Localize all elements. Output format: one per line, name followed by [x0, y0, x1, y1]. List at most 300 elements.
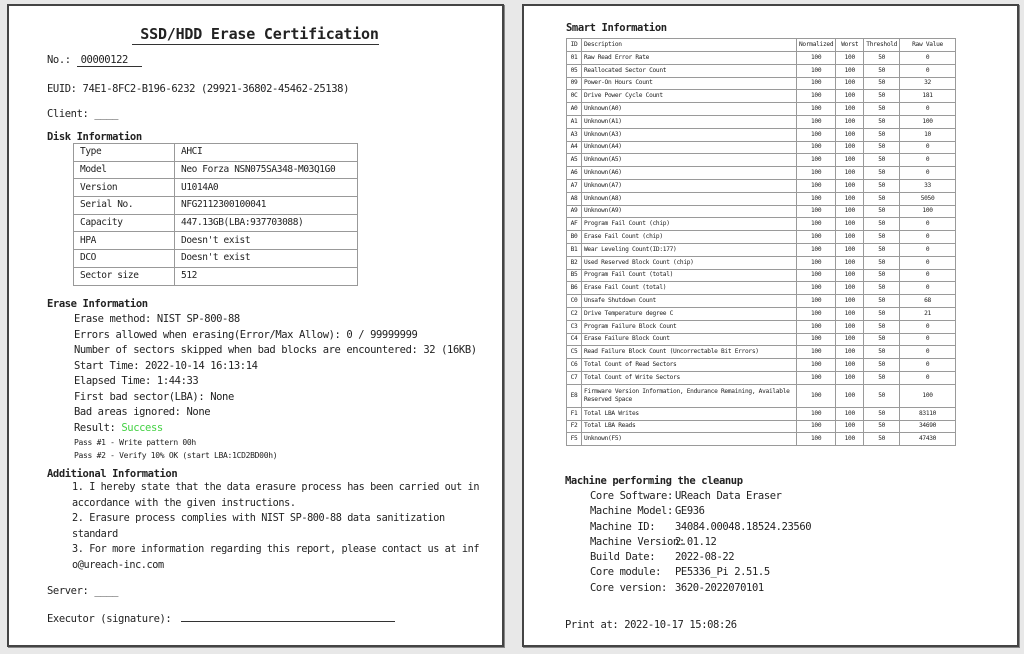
disk-info-row [74, 179, 358, 197]
machine-field-value: 2022-08-22 [675, 551, 735, 564]
smart-description: Unknown(A6) [582, 167, 797, 180]
smart-description: Total Count of Read Sectors [582, 359, 797, 372]
smart-raw-value: 0 [900, 346, 956, 359]
disk-info-label: DCO [74, 250, 175, 268]
col-normalized: Normalized [797, 39, 836, 52]
additional-information-heading: Additional Information [47, 468, 178, 480]
smart-description: Wear Leveling Count(ID:177) [582, 243, 797, 256]
smart-raw-value: 0 [900, 359, 956, 372]
smart-description: Unknown(A1) [582, 115, 797, 128]
smart-raw-value: 0 [900, 103, 956, 116]
sectors-skipped: Number of sectors skipped when bad blocks are encountered: 32 (16KB) [74, 344, 477, 356]
smart-id: F5 [567, 433, 582, 446]
smart-description: Unsafe Shutdown Count [582, 295, 797, 308]
smart-row [567, 103, 956, 116]
smart-threshold: 50 [864, 115, 900, 128]
smart-normalized: 100 [797, 420, 836, 433]
smart-worst: 100 [836, 141, 864, 154]
smart-raw-value: 0 [900, 371, 956, 384]
machine-field-value: PE5336_Pi 2.51.5 [675, 566, 770, 579]
smart-threshold: 50 [864, 103, 900, 116]
smart-id: C4 [567, 333, 582, 346]
smart-row [567, 52, 956, 65]
smart-worst: 100 [836, 295, 864, 308]
smart-threshold: 50 [864, 218, 900, 231]
smart-table [566, 38, 956, 446]
smart-raw-value: 0 [900, 256, 956, 269]
smart-raw-value: 0 [900, 320, 956, 333]
smart-row [567, 359, 956, 372]
signature-line[interactable] [181, 621, 395, 622]
disk-info-label: Version [74, 179, 175, 197]
smart-id: C2 [567, 307, 582, 320]
smart-row [567, 243, 956, 256]
smart-id: E8 [567, 384, 582, 407]
smart-row [567, 64, 956, 77]
smart-worst: 100 [836, 218, 864, 231]
smart-description: Erase Fail Count (chip) [582, 231, 797, 244]
smart-normalized: 100 [797, 295, 836, 308]
smart-raw-value: 0 [900, 52, 956, 65]
smart-id: A0 [567, 103, 582, 116]
smart-worst: 100 [836, 205, 864, 218]
smart-threshold: 50 [864, 371, 900, 384]
client-value: ____ [94, 108, 119, 120]
machine-field-value: GE936 [675, 505, 705, 518]
disk-info-value: Doesn't exist [175, 250, 358, 268]
smart-threshold: 50 [864, 420, 900, 433]
smart-worst: 100 [836, 420, 864, 433]
smart-raw-value: 0 [900, 333, 956, 346]
smart-normalized: 100 [797, 231, 836, 244]
smart-raw-value: 0 [900, 282, 956, 295]
smart-row [567, 179, 956, 192]
smart-threshold: 50 [864, 307, 900, 320]
col-raw-value: Raw Value [900, 39, 956, 52]
smart-description: Program Fail Count (total) [582, 269, 797, 282]
smart-row [567, 269, 956, 282]
smart-worst: 100 [836, 128, 864, 141]
smart-row [567, 407, 956, 420]
smart-row [567, 141, 956, 154]
machine-field [590, 565, 811, 580]
machine-field-value: 3620-2022070101 [675, 581, 764, 594]
smart-threshold: 50 [864, 52, 900, 65]
disk-info-value: AHCI [175, 144, 358, 162]
server-field [47, 584, 118, 598]
smart-normalized: 100 [797, 115, 836, 128]
machine-field-value: 2.01.12 [675, 535, 717, 548]
print-timestamp: Print at: 2022-10-17 15:08:26 [565, 619, 737, 631]
disk-info-row [74, 161, 358, 179]
machine-field-label: Machine Version: [590, 535, 685, 548]
smart-description: Total LBA Writes [582, 407, 797, 420]
smart-id: B5 [567, 269, 582, 282]
smart-description: Unknown(F5) [582, 433, 797, 446]
additional-item: 3. For more information regarding this report, please contact us at info@ureach-inc.com [72, 544, 480, 571]
smart-worst: 100 [836, 192, 864, 205]
smart-worst: 100 [836, 64, 864, 77]
smart-row [567, 128, 956, 141]
smart-description: Unknown(A9) [582, 205, 797, 218]
smart-id: 05 [567, 64, 582, 77]
smart-normalized: 100 [797, 128, 836, 141]
smart-description: Unknown(A5) [582, 154, 797, 167]
start-time: Start Time: 2022-10-14 16:13:14 [74, 359, 258, 372]
machine-field-label: Core version: [590, 581, 667, 594]
smart-raw-value: 32 [900, 77, 956, 90]
smart-worst: 100 [836, 384, 864, 407]
certificate-title: SSD/HDD Erase Certification [9, 25, 502, 45]
smart-normalized: 100 [797, 384, 836, 407]
smart-worst: 100 [836, 243, 864, 256]
smart-id: B2 [567, 256, 582, 269]
machine-field [590, 504, 811, 519]
smart-raw-value: 0 [900, 141, 956, 154]
smart-id: F1 [567, 407, 582, 420]
smart-threshold: 50 [864, 433, 900, 446]
smart-threshold: 50 [864, 333, 900, 346]
smart-normalized: 100 [797, 269, 836, 282]
smart-row [567, 295, 956, 308]
smart-worst: 100 [836, 320, 864, 333]
smart-id: 01 [567, 52, 582, 65]
smart-row [567, 384, 956, 407]
smart-threshold: 50 [864, 179, 900, 192]
result [74, 421, 163, 435]
machine-field-label: Machine ID: [590, 520, 656, 533]
smart-id: C7 [567, 371, 582, 384]
pass-2: Pass #2 - Verify 10% OK (start LBA:1CD2BD00h) [74, 450, 278, 460]
machine-field-label: Machine Model: [590, 505, 673, 518]
smart-row [567, 346, 956, 359]
machine-field-value: 34084.00048.18524.23560 [675, 520, 812, 533]
smart-description: Unknown(A0) [582, 103, 797, 116]
smart-threshold: 50 [864, 64, 900, 77]
smart-description: Reallocated Sector Count [582, 64, 797, 77]
smart-worst: 100 [836, 433, 864, 446]
smart-threshold: 50 [864, 295, 900, 308]
smart-id: F2 [567, 420, 582, 433]
smart-worst: 100 [836, 371, 864, 384]
smart-description: Power-On Hours Count [582, 77, 797, 90]
smart-description: Firmware Version Information, Endurance Remaining, Available Reserved Space [582, 384, 797, 407]
number-label: No.: [47, 54, 71, 66]
smart-threshold: 50 [864, 205, 900, 218]
disk-info-value: 447.13GB(LBA:937703088) [175, 214, 358, 232]
smart-row [567, 154, 956, 167]
smart-id: 0C [567, 90, 582, 103]
smart-description: Read Failure Block Count (Uncorrectable Bit Errors) [582, 346, 797, 359]
smart-id: A3 [567, 128, 582, 141]
erase-information-heading: Erase Information [47, 298, 148, 310]
elapsed-time: Elapsed Time: 1:44:33 [74, 375, 199, 387]
smart-worst: 100 [836, 231, 864, 244]
smart-id: A8 [567, 192, 582, 205]
smart-normalized: 100 [797, 256, 836, 269]
smart-worst: 100 [836, 154, 864, 167]
additional-item: 1. I hereby state that the data erasure process has been carried out in accordance with the given instructions. [72, 482, 480, 509]
smart-normalized: 100 [797, 192, 836, 205]
smart-threshold: 50 [864, 77, 900, 90]
smart-threshold: 50 [864, 231, 900, 244]
smart-description: Unknown(A8) [582, 192, 797, 205]
col-worst: Worst [836, 39, 864, 52]
smart-threshold: 50 [864, 407, 900, 420]
smart-description: Unknown(A3) [582, 128, 797, 141]
smart-normalized: 100 [797, 141, 836, 154]
smart-description: Drive Temperature degree C [582, 307, 797, 320]
disk-info-value: Doesn't exist [175, 232, 358, 250]
smart-row [567, 420, 956, 433]
disk-info-label: Type [74, 144, 175, 162]
disk-information-table [73, 143, 358, 286]
server-value: ____ [94, 585, 119, 597]
smart-normalized: 100 [797, 64, 836, 77]
smart-id: A9 [567, 205, 582, 218]
smart-worst: 100 [836, 333, 864, 346]
col-id: ID [567, 39, 582, 52]
smart-description: Erase Failure Block Count [582, 333, 797, 346]
machine-field [590, 535, 811, 550]
smart-row [567, 205, 956, 218]
smart-worst: 100 [836, 269, 864, 282]
smart-row [567, 333, 956, 346]
smart-row [567, 231, 956, 244]
smart-raw-value: 34690 [900, 420, 956, 433]
smart-normalized: 100 [797, 154, 836, 167]
disk-info-row [74, 232, 358, 250]
smart-raw-value: 0 [900, 218, 956, 231]
smart-page [522, 4, 1019, 647]
additional-item: 2. Erasure process complies with NIST SP-800-88 data sanitization standard [72, 513, 445, 540]
client-label: Client: [47, 108, 89, 120]
certificate-number [47, 53, 142, 67]
machine-field [590, 489, 811, 504]
smart-normalized: 100 [797, 103, 836, 116]
smart-normalized: 100 [797, 52, 836, 65]
disk-information-heading: Disk Information [47, 131, 142, 143]
disk-info-row [74, 267, 358, 285]
smart-threshold: 50 [864, 346, 900, 359]
disk-info-label: Model [74, 161, 175, 179]
smart-id: B6 [567, 282, 582, 295]
smart-normalized: 100 [797, 243, 836, 256]
smart-worst: 100 [836, 307, 864, 320]
smart-worst: 100 [836, 407, 864, 420]
disk-info-value: U1014A0 [175, 179, 358, 197]
smart-row [567, 167, 956, 180]
smart-description: Total LBA Reads [582, 420, 797, 433]
machine-field [590, 520, 811, 535]
smart-raw-value: 181 [900, 90, 956, 103]
result-status-badge: Success [121, 421, 163, 434]
smart-normalized: 100 [797, 433, 836, 446]
machine-heading: Machine performing the cleanup [565, 475, 743, 487]
machine-field-label: Build Date: [590, 551, 656, 564]
smart-description: Unknown(A7) [582, 179, 797, 192]
smart-normalized: 100 [797, 90, 836, 103]
result-label: Result: [74, 421, 116, 434]
server-label: Server: [47, 585, 89, 597]
smart-raw-value: 0 [900, 243, 956, 256]
smart-normalized: 100 [797, 179, 836, 192]
disk-info-label: Capacity [74, 214, 175, 232]
smart-raw-value: 0 [900, 154, 956, 167]
smart-id: AF [567, 218, 582, 231]
smart-raw-value: 33 [900, 179, 956, 192]
smart-threshold: 50 [864, 282, 900, 295]
additional-information-list [72, 480, 482, 573]
col-description: Description [582, 39, 797, 52]
machine-fields [590, 489, 811, 596]
smart-row [567, 282, 956, 295]
first-bad-sector: First bad sector(LBA): None [74, 390, 234, 403]
machine-field-label: Core module: [590, 566, 662, 579]
disk-info-row [74, 214, 358, 232]
certificate-page [7, 4, 504, 647]
smart-id: A5 [567, 154, 582, 167]
smart-raw-value: 100 [900, 205, 956, 218]
smart-row [567, 307, 956, 320]
smart-worst: 100 [836, 103, 864, 116]
smart-description: Unknown(A4) [582, 141, 797, 154]
disk-info-value: 512 [175, 267, 358, 285]
smart-normalized: 100 [797, 218, 836, 231]
smart-row [567, 256, 956, 269]
smart-row [567, 115, 956, 128]
smart-id: A7 [567, 179, 582, 192]
smart-threshold: 50 [864, 320, 900, 333]
machine-field [590, 581, 811, 596]
executor-signature-field [47, 612, 395, 626]
smart-id: 09 [567, 77, 582, 90]
smart-worst: 100 [836, 179, 864, 192]
smart-worst: 100 [836, 77, 864, 90]
executor-label: Executor (signature): [47, 613, 172, 625]
smart-threshold: 50 [864, 141, 900, 154]
smart-worst: 100 [836, 167, 864, 180]
smart-raw-value: 100 [900, 384, 956, 407]
smart-threshold: 50 [864, 192, 900, 205]
smart-worst: 100 [836, 256, 864, 269]
smart-threshold: 50 [864, 384, 900, 407]
smart-threshold: 50 [864, 256, 900, 269]
disk-info-label: Serial No. [74, 197, 175, 215]
smart-normalized: 100 [797, 77, 836, 90]
smart-description: Used Reserved Block Count (chip) [582, 256, 797, 269]
smart-id: A1 [567, 115, 582, 128]
smart-threshold: 50 [864, 359, 900, 372]
smart-worst: 100 [836, 282, 864, 295]
euid: EUID: 74E1-8FC2-B196-6232 (29921-36802-45462-25138) [47, 83, 349, 95]
smart-raw-value: 5050 [900, 192, 956, 205]
smart-id: C3 [567, 320, 582, 333]
smart-id: C5 [567, 346, 582, 359]
smart-normalized: 100 [797, 371, 836, 384]
disk-info-row [74, 197, 358, 215]
disk-info-label: HPA [74, 232, 175, 250]
smart-row [567, 371, 956, 384]
smart-threshold: 50 [864, 128, 900, 141]
disk-info-row [74, 144, 358, 162]
pass-1: Pass #1 - Write pattern 00h [74, 438, 196, 447]
smart-row [567, 433, 956, 446]
machine-field-value: UReach Data Eraser [675, 490, 782, 502]
smart-description: Total Count of Write Sectors [582, 371, 797, 384]
disk-info-label: Sector size [74, 267, 175, 285]
errors-allowed: Errors allowed when erasing(Error/Max Allow): 0 / 99999999 [74, 328, 418, 341]
smart-description: Drive Power Cycle Count [582, 90, 797, 103]
col-threshold: Threshold [864, 39, 900, 52]
smart-raw-value: 47430 [900, 433, 956, 446]
smart-raw-value: 68 [900, 295, 956, 308]
bad-areas-ignored: Bad areas ignored: None [74, 406, 211, 418]
smart-normalized: 100 [797, 307, 836, 320]
smart-raw-value: 0 [900, 64, 956, 77]
disk-info-value: NFG2112300100041 [175, 197, 358, 215]
smart-threshold: 50 [864, 154, 900, 167]
smart-description: Program Failure Block Count [582, 320, 797, 333]
smart-row [567, 192, 956, 205]
smart-threshold: 50 [864, 269, 900, 282]
machine-field [590, 550, 811, 565]
smart-threshold: 50 [864, 167, 900, 180]
smart-worst: 100 [836, 359, 864, 372]
smart-raw-value: 0 [900, 269, 956, 282]
smart-id: B1 [567, 243, 582, 256]
smart-row [567, 77, 956, 90]
smart-normalized: 100 [797, 167, 836, 180]
smart-row [567, 320, 956, 333]
smart-worst: 100 [836, 346, 864, 359]
smart-description: Program Fail Count (chip) [582, 218, 797, 231]
smart-information-heading: Smart Information [566, 22, 667, 34]
smart-normalized: 100 [797, 359, 836, 372]
client-field [47, 107, 118, 121]
smart-raw-value: 0 [900, 231, 956, 244]
smart-row [567, 218, 956, 231]
smart-raw-value: 0 [900, 167, 956, 180]
smart-threshold: 50 [864, 243, 900, 256]
smart-header-row [567, 39, 956, 52]
disk-info-value: Neo Forza NSN075SA348-M03Q1G0 [175, 161, 358, 179]
smart-threshold: 50 [864, 90, 900, 103]
smart-raw-value: 83110 [900, 407, 956, 420]
smart-normalized: 100 [797, 346, 836, 359]
smart-row [567, 90, 956, 103]
smart-normalized: 100 [797, 407, 836, 420]
smart-normalized: 100 [797, 205, 836, 218]
smart-id: A4 [567, 141, 582, 154]
smart-id: B0 [567, 231, 582, 244]
smart-id: A6 [567, 167, 582, 180]
erase-method: Erase method: NIST SP-800-88 [74, 313, 240, 325]
smart-worst: 100 [836, 90, 864, 103]
smart-normalized: 100 [797, 320, 836, 333]
smart-description: Erase Fail Count (total) [582, 282, 797, 295]
smart-id: C6 [567, 359, 582, 372]
smart-worst: 100 [836, 52, 864, 65]
smart-raw-value: 10 [900, 128, 956, 141]
smart-id: C0 [567, 295, 582, 308]
smart-normalized: 100 [797, 333, 836, 346]
smart-raw-value: 100 [900, 115, 956, 128]
smart-normalized: 100 [797, 282, 836, 295]
smart-worst: 100 [836, 115, 864, 128]
smart-description: Raw Read Error Rate [582, 52, 797, 65]
disk-info-row [74, 250, 358, 268]
